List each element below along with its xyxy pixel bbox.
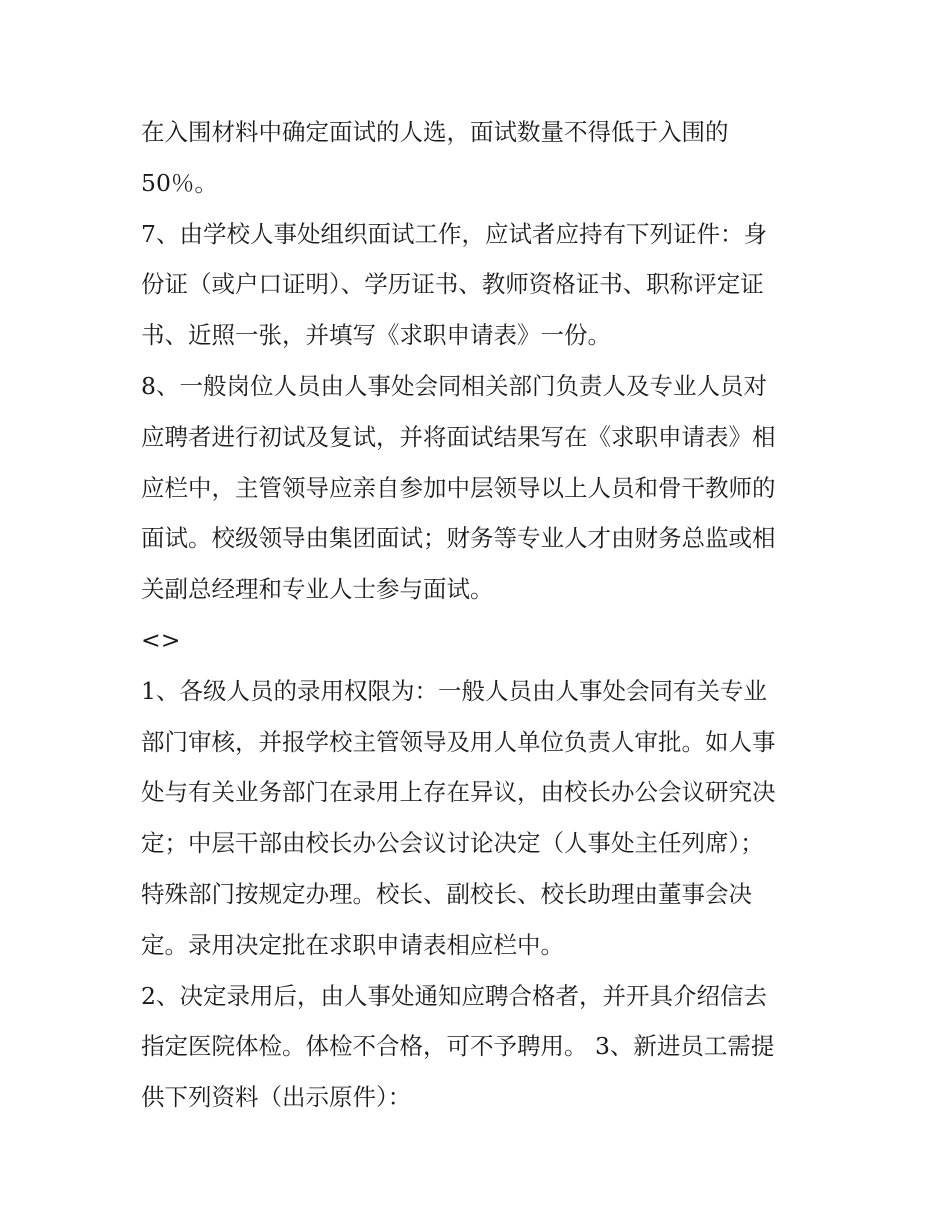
text-line: 8、一般岗位人员由人事处会同相关部门负责人及专业人员对 xyxy=(141,371,767,400)
text-line: 特殊部门按规定办理。校长、副校长、校长助理由董事会决 xyxy=(141,879,752,908)
text-line: 关副总经理和专业人士参与面试。 xyxy=(141,575,494,604)
text-line: 2、决定录用后，由人事处通知应聘合格者，并开具介绍信去 xyxy=(141,981,767,1010)
text-line: 份证（或户口证明）、学历证书、教师资格证书、职称评定证 xyxy=(141,270,764,299)
text-line: 定；中层干部由校长办公会议讨论决定（人事处主任列席）； xyxy=(141,829,764,858)
text-line: 50％。 xyxy=(141,168,218,197)
text-line: 应栏中，主管领导应亲自参加中层领导以上人员和骨干教师的 xyxy=(141,473,776,502)
text-line: 应聘者进行初试及复试，并将面试结果写在《求职申请表》相 xyxy=(141,422,776,451)
text-line: 7、由学校人事处组织面试工作，应试者应持有下列证件：身 xyxy=(141,219,767,248)
text-line: 书、近照一张，并填写《求职申请表》一份。 xyxy=(141,321,611,350)
document-body xyxy=(141,107,821,1123)
text-line: 1、各级人员的录用权限为：一般人员由人事处会同有关专业 xyxy=(141,676,767,705)
text-line: 在入围材料中确定面试的人选，面试数量不得低于入围的 xyxy=(141,118,729,146)
text-line: 面试。校级领导由集团面试；财务等专业人才由财务总监或相 xyxy=(141,524,776,553)
text-line: 定。录用决定批在求职申请表相应栏中。 xyxy=(141,930,564,959)
text-line: <> xyxy=(141,625,181,654)
text-line: 部门审核，并报学校主管领导及用人单位负责人审批。如人事 xyxy=(141,727,776,756)
text-line: 指定医院体检。体检不合格，可不予聘用。 3、新进员工需提 xyxy=(141,1032,775,1061)
text-line: 供下列资料（出示原件）： xyxy=(141,1083,412,1112)
text-line: 处与有关业务部门在录用上存在异议，由校长办公会议研究决 xyxy=(141,778,776,807)
